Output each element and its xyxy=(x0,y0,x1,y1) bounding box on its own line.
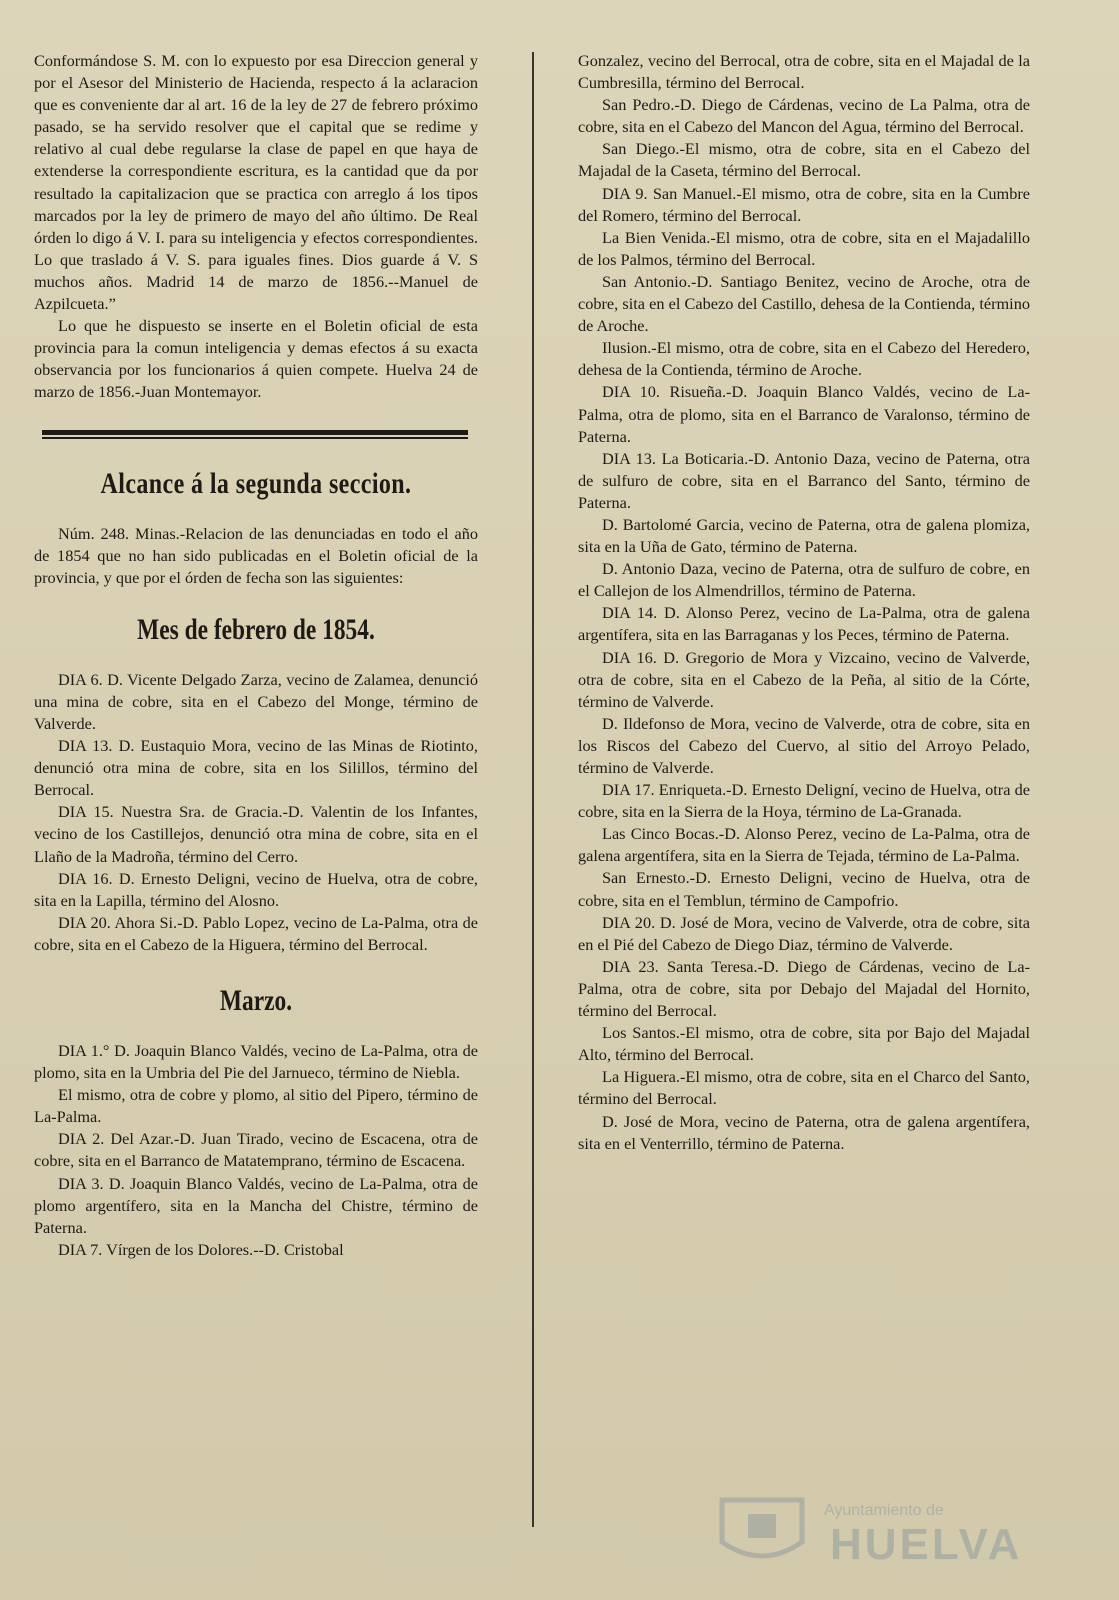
list-item: DIA 9. San Manuel.-El mismo, otra de cobre, sita en la Cumbre del Romero, término del Berrocal. xyxy=(578,183,1030,225)
list-item: El mismo, otra de cobre y plomo, al sitio del Pipero, término de La-Palma. xyxy=(34,1085,478,1127)
list-item: D. Antonio Daza, vecino de Paterna, otra de sulfuro de cobre, en el Callejon de los Almendrillos, término de Paterna. xyxy=(578,559,1030,601)
month-heading-march: Marzo. xyxy=(219,984,293,1017)
list-item: DIA 7. Vírgen de los Dolores.--D. Cristobal xyxy=(58,1239,344,1259)
month-heading-february: Mes de febrero de 1854. xyxy=(137,612,375,646)
section-title: Alcance á la segunda seccion. xyxy=(100,466,412,500)
list-item: D. Bartolomé Garcia, vecino de Paterna, otra de galena plomiza, sita en la Uña de Gato, término de Paterna. xyxy=(578,514,1030,557)
list-item: DIA 14. D. Alonso Perez, vecino de La-Palma, otra de galena argentífera, sita en las Barraganas y los Peces, término de Paterna. xyxy=(578,603,1030,645)
list-item: DIA 16. D. Ernesto Deligni, vecino de Huelva, otra de cobre, sita en la Lapilla, término del Alosno. xyxy=(34,868,478,910)
list-item: San Diego.-El mismo, otra de cobre, sita en el Cabezo del Majadal de la Caseta, término del Berrocal. xyxy=(578,139,1030,181)
list-item: DIA 10. Risueña.-D. Joaquin Blanco Valdés, vecino de La-Palma, otra de plomo, sita en el Barranco de Varalonso, término de Paterna. xyxy=(578,382,1030,446)
list-item: DIA 13. La Boticaria.-D. Antonio Daza, vecino de Paterna, otra de sulfuro de cobre, sita en el Barranco del Santo, término de Paterna. xyxy=(578,448,1030,512)
list-item: Las Cinco Bocas.-D. Alonso Perez, vecino de La-Palma, otra de galena argentífera, sita en la Sierra de Tejada, término de La-Palma. xyxy=(578,824,1030,866)
watermark-text: HUELVA xyxy=(830,1520,1023,1569)
list-item: D. José de Mora, vecino de Paterna, otra de galena argentífera, sita en el Venterrillo, término de Paterna. xyxy=(578,1111,1030,1153)
list-item: DIA 23. Santa Teresa.-D. Diego de Cárdenas, vecino de La-Palma, otra de cobre, sita por Debajo del Majadal del Hornito, término del Berrocal. xyxy=(578,956,1030,1021)
list-item: Ilusion.-El mismo, otra de cobre, sita en el Cabezo del Heredero, dehesa de la Contienda, término de Aroche. xyxy=(578,338,1030,380)
column-divider xyxy=(532,52,534,1527)
royal-order-paragraph: Conformándose S. M. con lo expuesto por esa Direccion general y por el Asesor del Ministerio de Hacienda, respecto á la aclaracion que es conveniente dar al art. 16 de la ley de 27 de febrero próximo pasado, se ha servido resolver que el capital que se redime y relativo al cual debe regularse la clase de papel en que haya de extenderse la correspondiente escritura, es la cantidad que da por resultado la capitalizacion que se practica con arreglo á los tipos marcados por la ley de primero de mayo del año último. De Real órden lo digo á V. I. para su inteligencia y efectos correspondientes. Lo que traslado á V. S. para iguales fines. Dios guarde á V. S muchos años. Madrid 14 de marzo de 1856.--Manuel de Azpilcueta.” xyxy=(34,51,478,314)
list-item: La Higuera.-El mismo, otra de cobre, sita en el Charco del Santo, término del Berrocal. xyxy=(578,1067,1030,1109)
list-item: DIA 13. D. Eustaquio Mora, vecino de las Minas de Riotinto, denunció otra mina de cobre, sita en los Silillos, término del Berrocal. xyxy=(34,736,478,800)
list-item: DIA 2. Del Azar.-D. Juan Tirado, vecino de Escacena, otra de cobre, sita en el Barranco de Matatemprano, término de Escacena. xyxy=(34,1129,478,1171)
intro-paragraph: Núm. 248. Minas.-Relacion de las denunciadas en todo el año de 1854 que no han sido publicadas en el Boletin oficial de la provincia, y que por el órden de fecha son las siguientes: xyxy=(34,523,478,587)
list-item: DIA 15. Nuestra Sra. de Gracia.-D. Valentin de los Infantes, vecino de los Castillejos, denunció otra mina de cobre, sita en el Llaño de la Madroña, término del Cerro. xyxy=(34,802,478,866)
list-item: Gonzalez, vecino del Berrocal, otra de cobre, sita en el Majadal de la Cumbresilla, término del Berrocal. xyxy=(578,51,1030,93)
list-item: San Ernesto.-D. Ernesto Deligni, vecino de Huelva, otra de cobre, sita en el Temblun, término de Campofrio. xyxy=(578,868,1030,910)
list-item: DIA 16. D. Gregorio de Mora y Vizcaino, vecino de Valverde, otra de cobre, sita en el Cabezo de la Peña, al sitio de la Córte, término de Valverde. xyxy=(578,647,1030,711)
list-item: La Bien Venida.-El mismo, otra de cobre, sita en el Majadalillo de los Palmos, término del Berrocal. xyxy=(578,227,1030,269)
list-item: DIA 20. D. José de Mora, vecino de Valverde, otra de cobre, sita en el Pié del Cabezo de Diego Diaz, término de Valverde. xyxy=(578,912,1030,954)
list-item: DIA 17. Enriqueta.-D. Ernesto Deligní, vecino de Huelva, otra de cobre, sita en la Sierra de la Hoya, término de La-Granada. xyxy=(578,780,1030,822)
list-item: Los Santos.-El mismo, otra de cobre, sita por Bajo del Majadal Alto, término del Berrocal. xyxy=(578,1023,1030,1065)
list-item: DIA 3. D. Joaquin Blanco Valdés, vecino de La-Palma, otra de plomo argentífero, sita en la Mancha del Chistre, término de Paterna. xyxy=(34,1173,478,1237)
watermark-logo xyxy=(712,1492,1042,1572)
governor-note-paragraph: Lo que he dispuesto se inserte en el Boletin oficial de esta provincia para la comun inteligencia y demas efectos á su exacta observancia por los funcionarios á quien compete. Huelva 24 de marzo de 1856.-Juan Montemayor. xyxy=(34,316,478,402)
list-item: DIA 20. Ahora Si.-D. Pablo Lopez, vecino de La-Palma, otra de cobre, sita en el Cabezo de la Higuera, término del Berrocal. xyxy=(34,912,478,954)
coat-of-arms-icon xyxy=(712,1492,812,1572)
section-divider xyxy=(42,430,468,439)
right-column xyxy=(578,50,1030,1155)
watermark-caption: Ayuntamiento de xyxy=(824,1502,944,1519)
list-item: San Pedro.-D. Diego de Cárdenas, vecino de La Palma, otra de cobre, sita en el Cabezo del Mancon del Agua, término del Berrocal. xyxy=(578,95,1030,137)
list-item: San Antonio.-D. Santiago Benitez, vecino de Aroche, otra de cobre, sita en el Cabezo del Castillo, dehesa de la Contienda, término de Aroche. xyxy=(578,271,1030,336)
list-item: DIA 6. D. Vicente Delgado Zarza, vecino de Zalamea, denunció una mina de cobre, sita en el Cabezo del Monge, término de Valverde. xyxy=(34,669,478,733)
left-column xyxy=(34,50,478,1261)
list-item: DIA 1.° D. Joaquin Blanco Valdés, vecino de La-Palma, otra de plomo, sita en la Umbria del Pie del Jarnueco, término de Niebla. xyxy=(34,1041,478,1083)
list-item: D. Ildefonso de Mora, vecino de Valverde, otra de cobre, sita en los Riscos del Cabezo del Cuervo, al sitio del Arroyo Pelado, término de Valverde. xyxy=(578,713,1030,777)
